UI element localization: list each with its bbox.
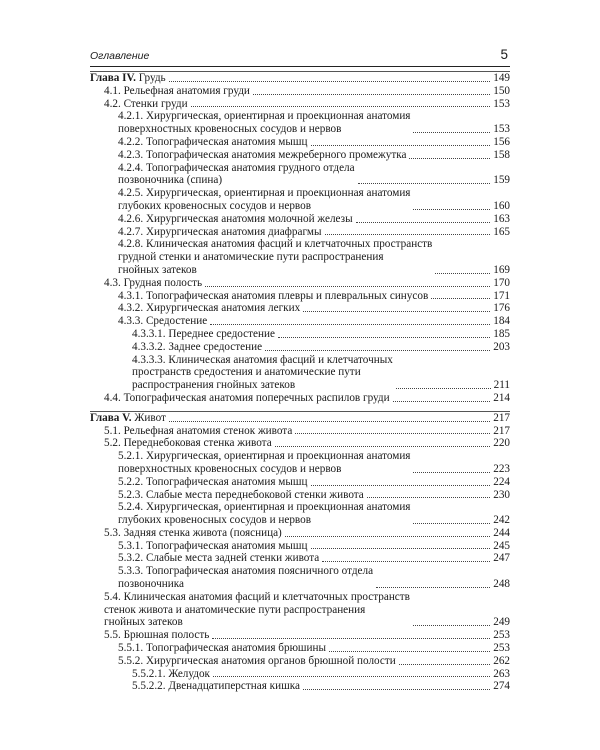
chapter-block: [90, 71, 510, 405]
toc-entry-title: [118, 501, 410, 527]
toc-entry-title: [118, 302, 300, 315]
toc-entry-line: 4.3.2. Хирургическая анатомия легких: [118, 302, 301, 315]
toc-entry-line: 4.3.1. Топографическая анатомия плевры и плевральных синусов: [118, 289, 429, 302]
chapter-label: Глава V.: [90, 411, 132, 424]
toc-entry: [90, 354, 510, 392]
dot-leader: [322, 561, 490, 562]
toc-entry-title: [118, 450, 410, 476]
toc-entry-title: [104, 85, 250, 98]
dot-leader: [367, 497, 490, 498]
toc-entry-title: [118, 642, 326, 655]
toc-entry-line: 4.2.2. Топографическая анатомия мышц: [118, 135, 308, 148]
toc-entry: [90, 328, 510, 341]
toc-entry-line: 5.2. Переднебоковая стенка живота: [104, 437, 272, 450]
dot-leader: [311, 145, 491, 146]
toc-entry-line: 4.2.6. Хирургическая анатомия молочной железы: [118, 212, 353, 225]
toc-page-number: 163: [493, 212, 510, 225]
dot-leader: [356, 222, 491, 223]
toc-entry-title: [118, 552, 319, 565]
toc-entry: [90, 552, 510, 565]
table-of-contents: [90, 71, 510, 693]
toc-entry-line: 5.3.3. Топографическая анатомия поясничного отдела: [118, 565, 374, 578]
dot-leader: [413, 209, 490, 210]
dot-leader: [325, 234, 491, 235]
toc-entry-line: 5.2.1. Хирургическая, ориентирная и проекционная анатомия: [118, 450, 411, 463]
toc-entry-line: 4.2.4. Топографическая анатомия грудного отдела: [118, 161, 355, 174]
toc-entry: [90, 162, 510, 188]
toc-page-number: 169: [493, 263, 510, 276]
toc-entry-line: гнойных затеков: [104, 616, 183, 629]
toc-entry-line: 4.4. Топографическая анатомия поперечных распилов груди: [104, 391, 390, 404]
toc-page-number: 171: [493, 289, 510, 302]
toc-entry-line: 4.3.3. Средостение: [118, 315, 208, 328]
toc-entry: [90, 668, 510, 681]
toc-entry-title: [132, 341, 262, 354]
toc-entry-line: 5.5.2.1. Желудок: [132, 667, 210, 680]
chapter-title: Живот: [134, 411, 166, 424]
toc-entry: [90, 110, 510, 136]
toc-page-number: 223: [493, 462, 510, 475]
toc-entry-line: распространения гнойных затеков: [132, 379, 296, 392]
dot-leader: [275, 446, 491, 447]
chapter-label: Глава IV.: [90, 72, 136, 84]
toc-entry: [90, 425, 510, 438]
dot-leader: [329, 651, 490, 652]
toc-entry-title: [118, 489, 364, 502]
dot-leader: [413, 472, 490, 473]
toc-entry-line: поверхностных кровеносных сосудов и нервов: [118, 123, 342, 136]
toc-entry-title: [104, 98, 188, 111]
dot-leader: [311, 548, 491, 549]
toc-page-number: 184: [493, 315, 510, 328]
toc-entry-line: 5.2.3. Слабые места переднебоковой стенки живота: [118, 488, 364, 501]
toc-entry-title: [118, 315, 207, 328]
toc-entry-line: 5.3.2. Слабые места задней стенки живота: [118, 552, 320, 565]
toc-entry-title: [118, 565, 373, 591]
toc-entry-title: [118, 540, 308, 553]
toc-entry: [90, 290, 510, 303]
dot-leader: [413, 132, 490, 133]
toc-entry-line: 5.5. Брюшная полость: [104, 629, 210, 642]
toc-entry: [90, 540, 510, 553]
dot-leader: [431, 298, 490, 299]
toc-entry-line: 5.2.4. Хирургическая, ориентирная и проекционная анатомия: [118, 501, 411, 514]
toc-page-number: 214: [493, 391, 510, 404]
dot-leader: [212, 638, 490, 639]
toc-entry-line: 4.2.5. Хирургическая, ориентирная и проекционная анатомия: [118, 187, 411, 200]
toc-entry-line: глубоких кровеносных сосудов и нервов: [118, 199, 311, 212]
toc-entry-line: пространств средостения и анатомические пути: [132, 366, 361, 379]
toc-entry-title: [118, 149, 406, 162]
dot-leader: [358, 183, 491, 184]
toc-page-number: 245: [493, 539, 510, 552]
toc-entry-line: 4.2. Стенки груди: [104, 97, 188, 110]
toc-entry: [90, 341, 510, 354]
dot-leader: [169, 421, 490, 422]
toc-page-number: 224: [493, 475, 510, 488]
dot-leader: [253, 94, 490, 95]
dot-leader: [413, 523, 490, 524]
toc-entry: [90, 476, 510, 489]
toc-page-number: 244: [493, 526, 510, 539]
toc-entry-title: [104, 277, 202, 290]
toc-entry: [90, 98, 510, 111]
toc-entry: [90, 629, 510, 642]
chapter-heading-text: [90, 72, 166, 85]
toc-page-number: 150: [493, 84, 510, 97]
toc-entry-line: позвоночника: [118, 578, 184, 591]
dot-leader: [409, 158, 490, 159]
toc-page-number: 211: [493, 379, 510, 392]
dot-leader: [278, 337, 490, 338]
toc-entry: [90, 226, 510, 239]
toc-entry-title: [118, 162, 355, 188]
chapter-page-number: 217: [493, 411, 510, 424]
dot-leader: [399, 664, 490, 665]
toc-entry: [90, 489, 510, 502]
toc-entry-title: [104, 629, 209, 642]
toc-entry-title: [118, 110, 410, 136]
toc-page-number: 249: [493, 616, 510, 629]
toc-entry-title: [118, 226, 322, 239]
toc-page-number: 220: [493, 437, 510, 450]
chapter-title: Грудь: [138, 72, 166, 84]
toc-entry-line: 5.4. Клиническая анатомия фасций и клетчаточных пространств: [104, 590, 410, 603]
toc-page-number: 153: [493, 97, 510, 110]
toc-entry-title: [118, 655, 396, 668]
toc-page-number: 159: [493, 174, 510, 187]
toc-entry-line: 4.1. Рельефная анатомия груди: [104, 84, 250, 97]
toc-entry: [90, 565, 510, 591]
toc-page-number: 158: [493, 148, 510, 161]
toc-entry: [90, 149, 510, 162]
toc-page-number: 165: [493, 225, 510, 238]
toc-entry-title: [118, 290, 428, 303]
toc-entry: [90, 527, 510, 540]
dot-leader: [205, 286, 490, 287]
toc-entry-line: 5.1. Рельефная анатомия стенок живота: [104, 424, 293, 437]
toc-entry: [90, 450, 510, 476]
toc-entry-line: грудной стенки и анатомические пути распространения: [118, 251, 384, 264]
toc-entry-line: 5.5.2. Хирургическая анатомия органов брюшной полости: [118, 654, 396, 667]
toc-entry-title: [118, 238, 432, 276]
dot-leader: [295, 433, 490, 434]
toc-entry-title: [104, 425, 292, 438]
dot-leader: [376, 587, 490, 588]
toc-entry-title: [132, 328, 275, 341]
toc-entry-title: [118, 136, 308, 149]
toc-entry-line: глубоких кровеносных сосудов и нервов: [118, 514, 311, 527]
toc-entry-title: [132, 680, 300, 693]
toc-page-number: 253: [493, 629, 510, 642]
toc-entry: [90, 680, 510, 693]
toc-page-number: 248: [493, 578, 510, 591]
dot-leader: [393, 401, 491, 402]
toc-entry-line: гнойных затеков: [118, 263, 197, 276]
toc-entry: [90, 501, 510, 527]
toc-entry-line: 5.5.1. Топографическая анатомия брюшины: [118, 642, 327, 655]
running-head-title: Оглавление: [90, 50, 150, 62]
dot-leader: [303, 311, 490, 312]
toc-entry-line: поверхностных кровеносных сосудов и нервов: [118, 462, 342, 475]
dot-leader: [396, 388, 491, 389]
toc-entry-title: [118, 213, 353, 226]
dot-leader: [191, 106, 491, 107]
toc-entry-title: [104, 591, 410, 629]
toc-entry: [90, 437, 510, 450]
toc-page-number: 160: [493, 199, 510, 212]
toc-entry: [90, 136, 510, 149]
toc-page-number: 253: [493, 642, 510, 655]
toc-entry-line: стенок живота и анатомические пути распространения: [104, 603, 366, 616]
toc-entry-line: 4.3.3.2. Заднее средостение: [132, 340, 263, 353]
toc-entry: [90, 187, 510, 213]
toc-page-number: 242: [493, 514, 510, 527]
toc-entry-title: [104, 392, 390, 405]
toc-entry-title: [118, 476, 308, 489]
toc-entry: [90, 85, 510, 98]
dot-leader: [265, 350, 490, 351]
toc-page-number: 262: [493, 654, 510, 667]
toc-page-number: 203: [493, 340, 510, 353]
toc-entry-title: [132, 354, 393, 392]
chapter-heading-text: [90, 412, 166, 425]
chapter-block: [90, 411, 510, 694]
toc-entry-title: [118, 187, 410, 213]
toc-page-number: 185: [493, 327, 510, 340]
toc-entry-line: 5.2.2. Топографическая анатомия мышц: [118, 475, 308, 488]
dot-leader: [285, 536, 490, 537]
chapter-heading: [90, 72, 510, 85]
toc-entry: [90, 315, 510, 328]
toc-entry-line: 4.2.3. Топографическая анатомия межреберного промежутка: [118, 148, 407, 161]
toc-entry-line: 4.2.7. Хирургическая анатомия диафрагмы: [118, 225, 322, 238]
dot-leader: [435, 273, 490, 274]
toc-entry-line: 4.3.3.1. Переднее средостение: [132, 327, 275, 340]
dot-leader: [210, 324, 490, 325]
toc-entry: [90, 213, 510, 226]
toc-page-number: 217: [493, 424, 510, 437]
toc-entry: [90, 591, 510, 629]
chapter-page-number: 149: [493, 72, 510, 84]
toc-entry: [90, 302, 510, 315]
dot-leader: [413, 625, 490, 626]
toc-entry-line: позвоночника (спина): [118, 174, 223, 187]
toc-entry-line: 4.2.8. Клиническая анатомия фасций и клетчаточных пространств: [118, 238, 433, 251]
toc-page-number: 263: [493, 667, 510, 680]
toc-entry: [90, 238, 510, 276]
toc-entry-line: 5.3.1. Топографическая анатомия мышц: [118, 539, 308, 552]
toc-page-number: 170: [493, 276, 510, 289]
dot-leader: [213, 676, 490, 677]
toc-entry: [90, 277, 510, 290]
toc-entry-line: 5.3. Задняя стенка живота (поясница): [104, 526, 282, 539]
toc-page-number: 247: [493, 552, 510, 565]
toc-page-number: 274: [493, 680, 510, 693]
toc-entry-line: 4.3.3.3. Клиническая анатомия фасций и клетчаточных: [132, 353, 393, 366]
dot-leader: [169, 81, 491, 82]
toc-page-number: 153: [493, 123, 510, 136]
toc-entry: [90, 642, 510, 655]
toc-page-number: 176: [493, 302, 510, 315]
chapter-heading: [90, 412, 510, 425]
toc-page-number: 156: [493, 135, 510, 148]
toc-page-number: 230: [493, 488, 510, 501]
toc-entry-title: [104, 437, 272, 450]
running-head: [90, 48, 510, 67]
toc-entry-title: [132, 668, 210, 681]
toc-entry-line: 4.2.1. Хирургическая, ориентирная и проекционная анатомия: [118, 110, 411, 123]
dot-leader: [311, 485, 491, 486]
page-number: 5: [500, 47, 508, 62]
toc-entry-line: 4.3. Грудная полость: [104, 276, 203, 289]
dot-leader: [303, 689, 490, 690]
toc-entry: [90, 655, 510, 668]
toc-entry: [90, 392, 510, 405]
toc-entry-line: 5.5.2.2. Двенадцатиперстная кишка: [132, 680, 300, 693]
toc-entry-title: [104, 527, 282, 540]
